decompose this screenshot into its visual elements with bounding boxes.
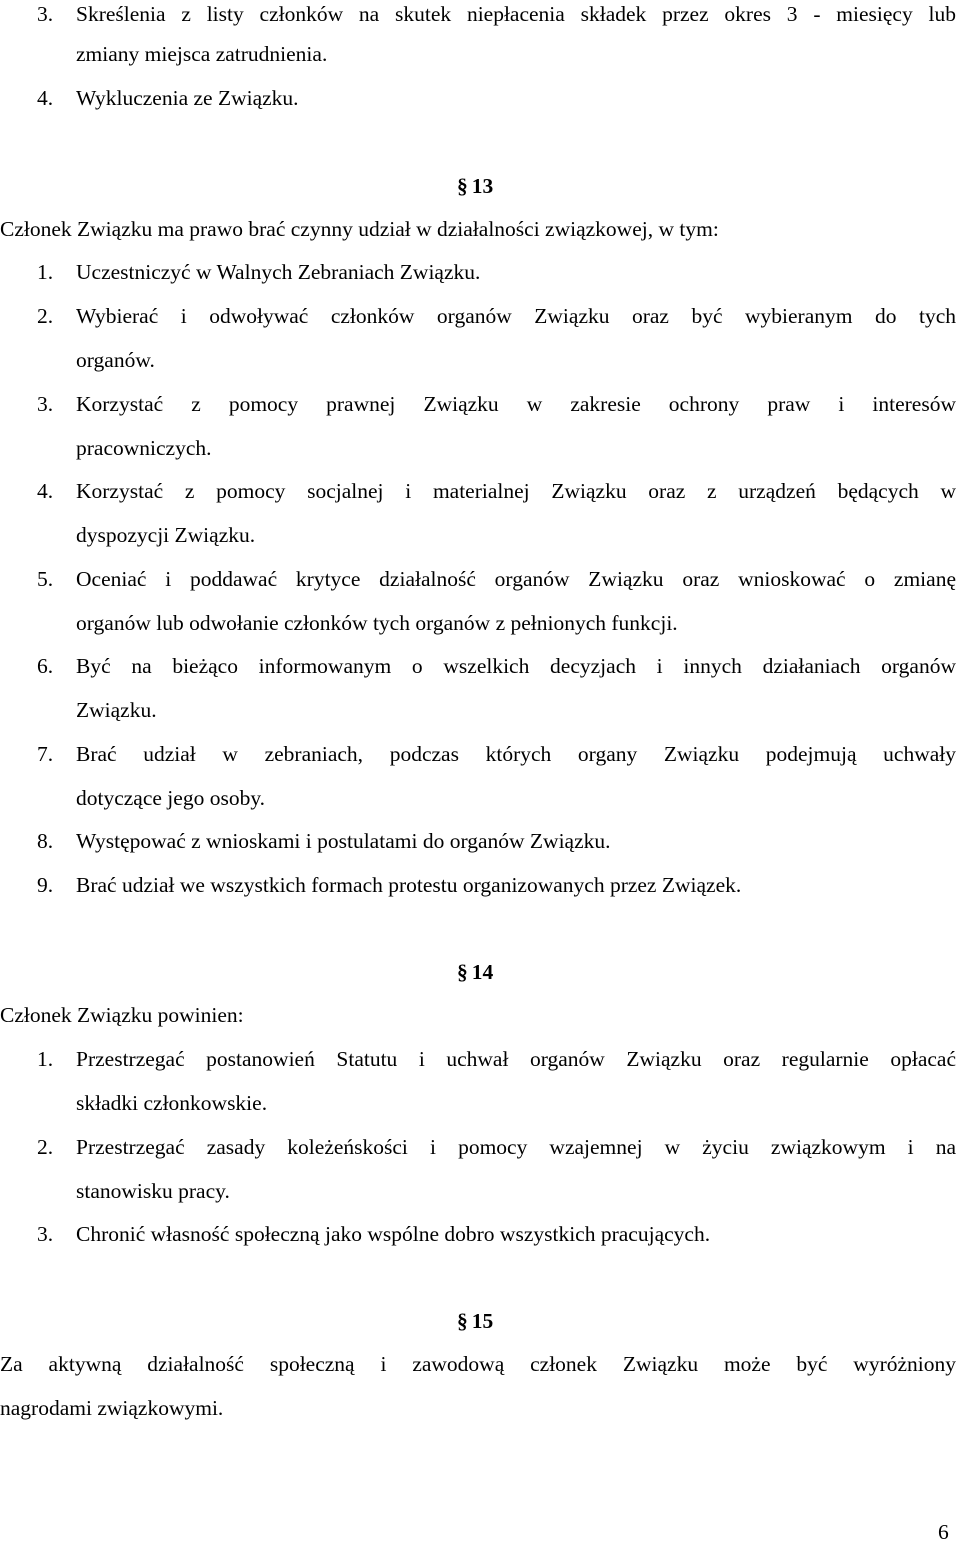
list-number: 4.: [37, 479, 54, 503]
section-heading-13: § 13: [457, 174, 494, 198]
list-item-text: stanowisku pracy.: [76, 1179, 230, 1203]
section-heading-15: § 15: [457, 1309, 494, 1333]
list-item-text: Uczestniczyć w Walnych Zebraniach Związku.: [76, 260, 481, 284]
list-item-text: Korzystać z pomocy socjalnej i materialnej Związku oraz z urządzeń będących w: [76, 479, 956, 503]
list-item-text: Być na bieżąco informowanym o wszelkich decyzjach i innych działaniach organów: [76, 654, 956, 678]
list-item-text: dyspozycji Związku.: [76, 523, 256, 547]
list-item-text: organów lub odwołanie członków tych organów z pełnionych funkcji.: [76, 611, 678, 635]
list-number: 3.: [37, 2, 54, 26]
list-number: 8.: [37, 829, 54, 853]
list-number: 1.: [37, 260, 54, 284]
list-item-text: dotyczące jego osoby.: [76, 786, 266, 810]
page-number: 6: [938, 1520, 949, 1544]
list-item-text: Przestrzegać zasady koleżeńskości i pomocy wzajemnej w życiu związkowym i na: [76, 1135, 956, 1159]
list-item-text: Występować z wnioskami i postulatami do organów Związku.: [76, 829, 611, 853]
list-item-text: składki członkowskie.: [76, 1091, 268, 1115]
list-number: 2.: [37, 1135, 54, 1159]
list-item-text: Skreślenia z listy członków na skutek niepłacenia składek przez okres 3 - miesięcy lub: [76, 2, 956, 26]
list-number: 2.: [37, 304, 54, 328]
list-number: 9.: [37, 873, 54, 897]
list-item-text: Związku.: [76, 698, 157, 722]
list-item-text: Przestrzegać postanowień Statutu i uchwał organów Związku oraz regularnie opłacać: [76, 1047, 956, 1071]
list-number: 3.: [37, 1222, 54, 1246]
list-item-text: organów.: [76, 348, 155, 372]
list-item-text: Oceniać i poddawać krytyce działalność organów Związku oraz wnioskować o zmianę: [76, 567, 956, 591]
section-heading-14: § 14: [457, 960, 494, 984]
paragraph-text: nagrodami związkowymi.: [0, 1396, 224, 1420]
list-item-text: Wybierać i odwoływać członków organów Związku oraz być wybieranym do tych: [76, 304, 956, 328]
paragraph-text: Za aktywną działalność społeczną i zawodową członek Związku może być wyróżniony: [0, 1352, 956, 1376]
list-number: 5.: [37, 567, 54, 591]
list-number: 6.: [37, 654, 54, 678]
list-item-text: Chronić własność społeczną jako wspólne dobro wszystkich pracujących.: [76, 1222, 711, 1246]
section-intro: Członek Związku ma prawo brać czynny udział w działalności związkowej, w tym:: [0, 217, 719, 241]
list-number: 7.: [37, 742, 54, 766]
list-item-text: Brać udział we wszystkich formach protestu organizowanych przez Związek.: [76, 873, 742, 897]
list-number: 1.: [37, 1047, 54, 1071]
list-item-text: Wykluczenia ze Związku.: [76, 86, 299, 110]
section-intro: Członek Związku powinien:: [0, 1003, 244, 1027]
list-item-text: Brać udział w zebraniach, podczas których organy Związku podejmują uchwały: [76, 742, 956, 766]
list-item-text: pracowniczych.: [76, 436, 212, 460]
list-item-text: Korzystać z pomocy prawnej Związku w zakresie ochrony praw i interesów: [76, 392, 956, 416]
list-number: 3.: [37, 392, 54, 416]
list-number: 4.: [37, 86, 54, 110]
list-item-text: zmiany miejsca zatrudnienia.: [76, 42, 328, 66]
